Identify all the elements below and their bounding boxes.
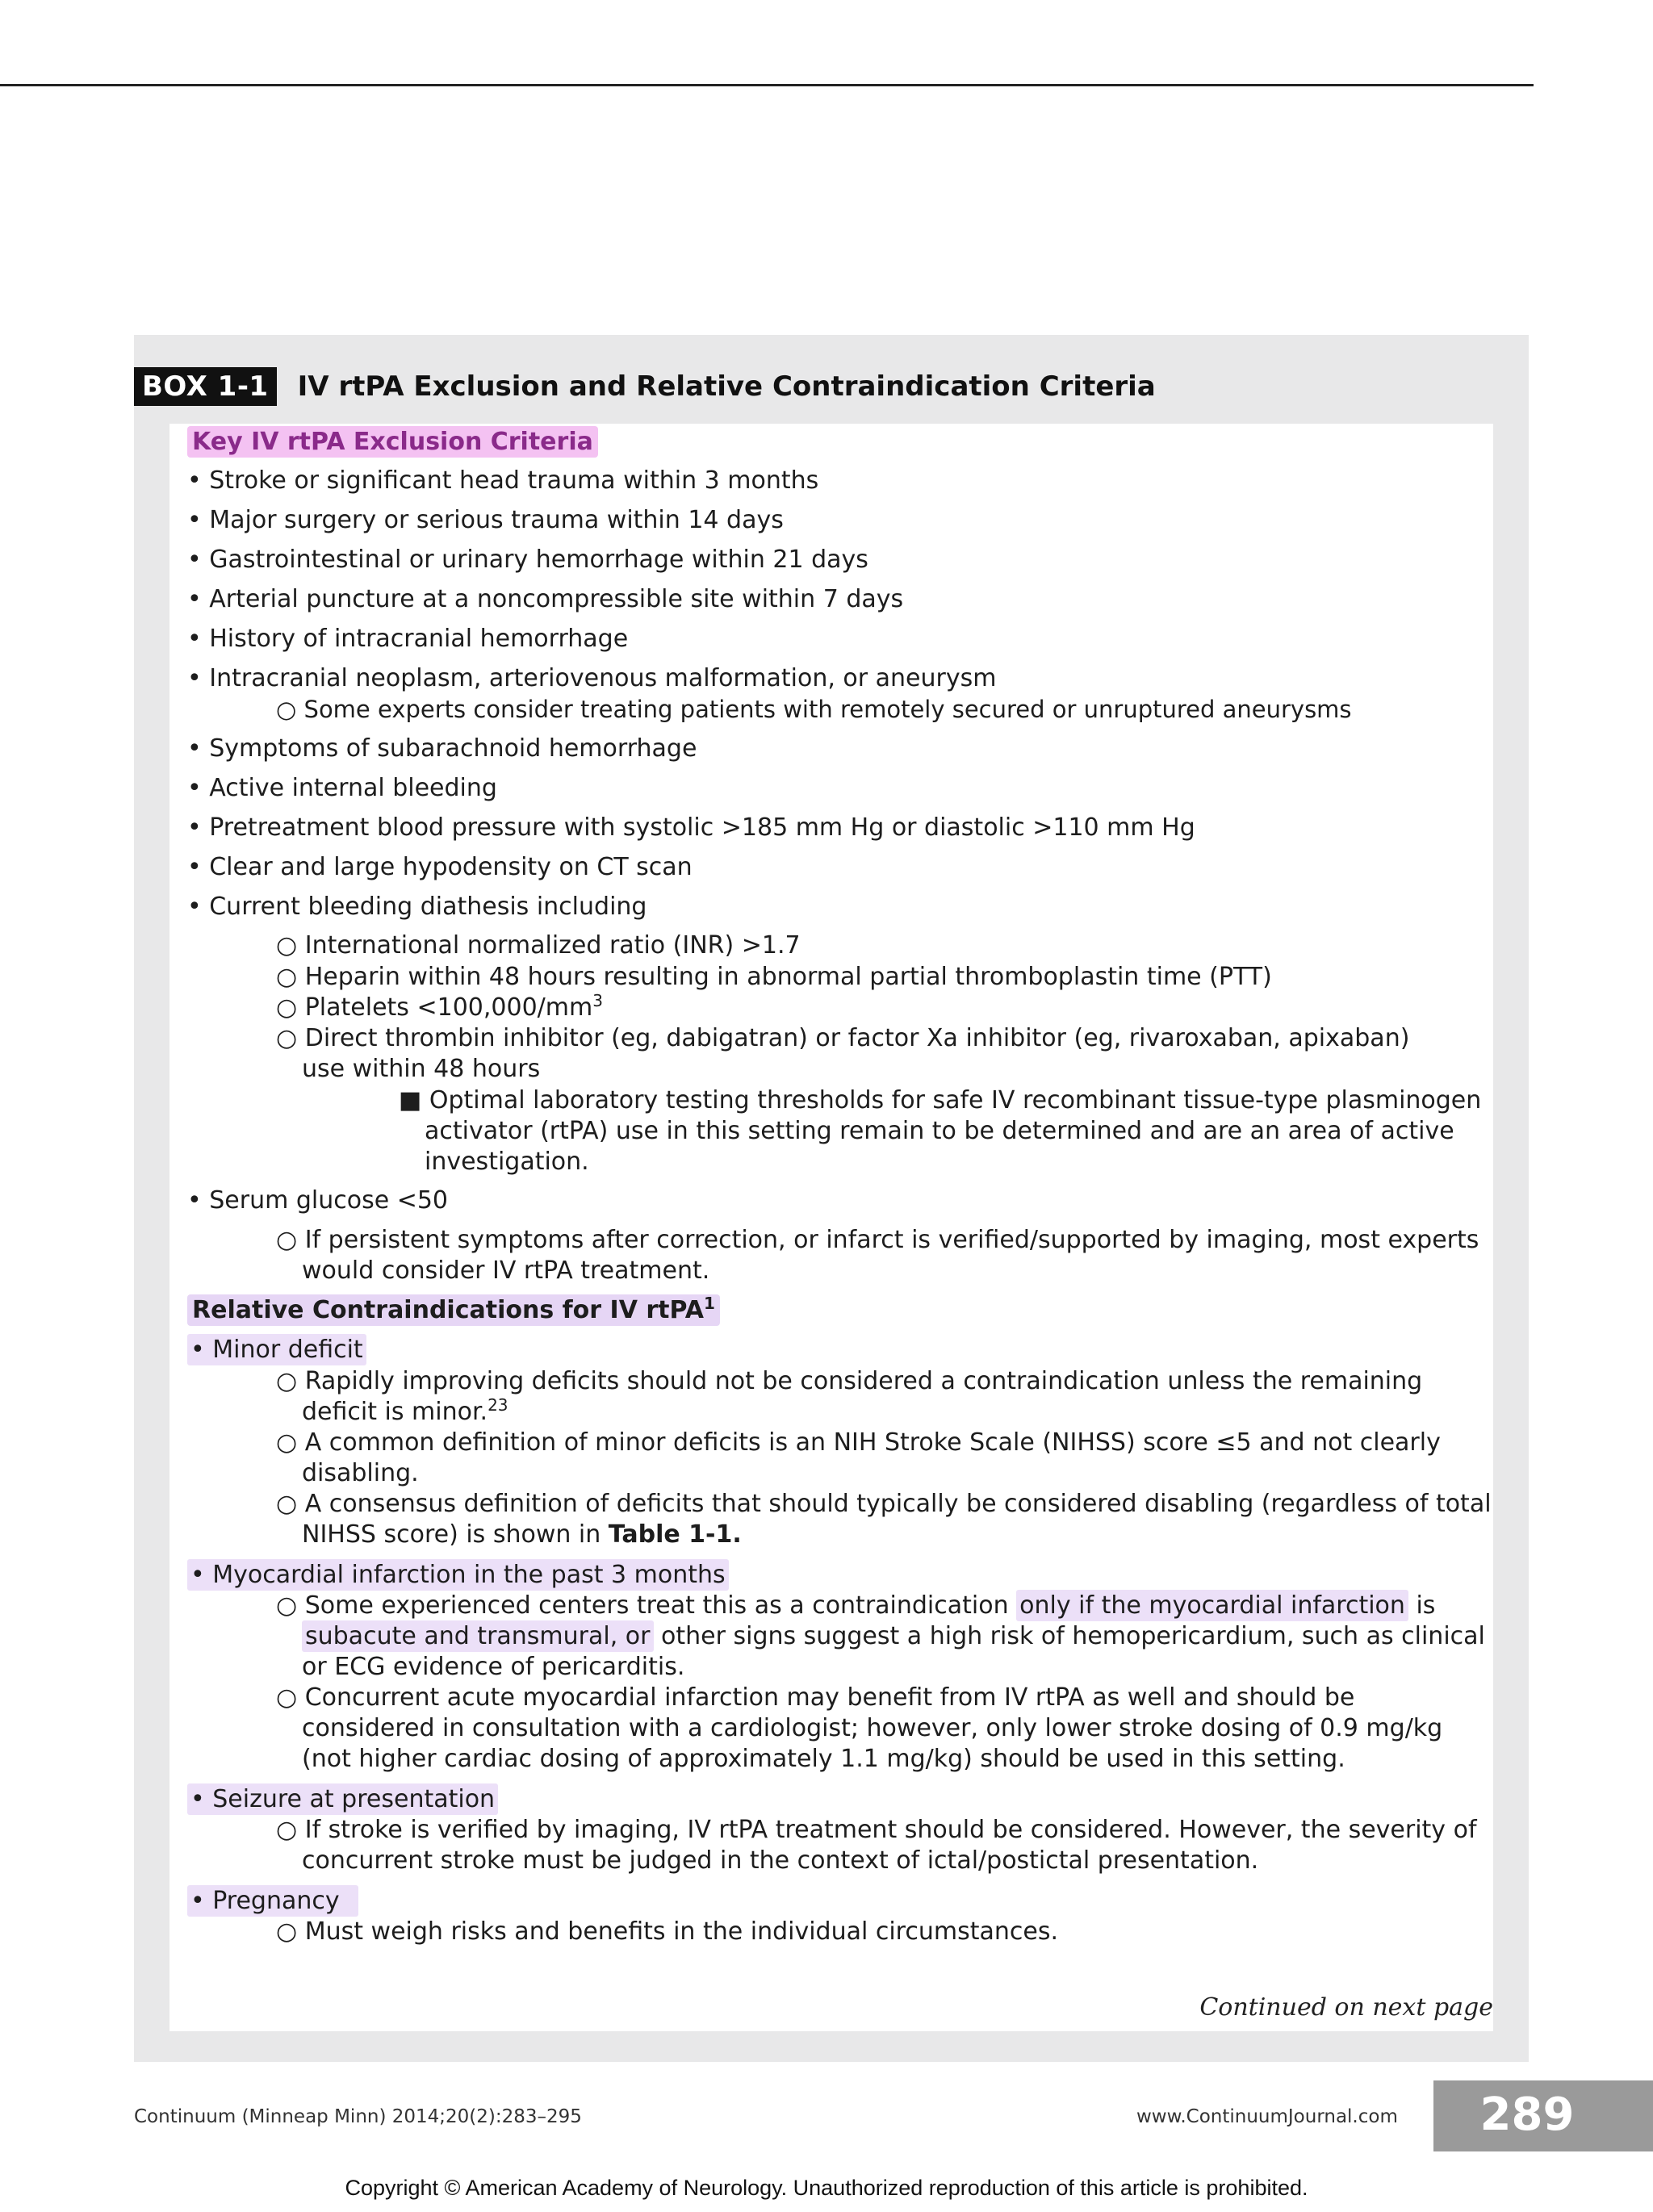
list-item-minor-deficit: • Minor deficit [187,1335,366,1365]
sub-list-item-cont: NIHSS score) is shown in Table 1-1. [302,1520,742,1549]
sub-list-item-cont: considered in consultation with a cardiologist; however, only lower stroke dosing of 0.9 mg/kg [302,1714,1443,1742]
list-item-pregnancy: • Pregnancy [187,1886,358,1917]
list-item: • Clear and large hypodensity on CT scan [187,853,693,881]
list-item: • Active internal bleeding [187,774,497,802]
sub-list-item: ○ Concurrent acute myocardial infarction may benefit from IV rtPA as well and should be [276,1683,1355,1712]
box-label: BOX 1-1 [134,367,277,406]
section-heading-relative: Relative Contraindications for IV rtPA$^1$ [187,1295,720,1326]
sub-list-item-cont: disabling. [302,1459,419,1487]
sub-list-item: ○ A common definition of minor deficits is an NIH Stroke Scale (NIHSS) score ≤5 and not clearly [276,1428,1441,1457]
sub-list-item: ○ Must weigh risks and benefits in the individual circumstances. [276,1917,1058,1946]
sub-list-item: ○ Rapidly improving deficits should not be considered a contraindication unless the remaining [276,1367,1423,1395]
sub-list-item-cont: (not higher cardiac dosing of approximately 1.1 mg/kg) should be used in this setting. [302,1745,1345,1773]
sub-list-item-cont: would consider IV rtPA treatment. [302,1257,710,1285]
list-item-seizure: • Seizure at presentation [187,1784,498,1815]
sub-list-item: ○ If stroke is verified by imaging, IV rtPA treatment should be considered. However, the severity of [276,1816,1477,1844]
sub-list-item-cont: concurrent stroke must be judged in the context of ictal/postictal presentation. [302,1846,1259,1875]
list-item: • Stroke or significant head trauma within 3 months [187,466,819,495]
list-item: • History of intracranial hemorrhage [187,625,629,653]
sub-list-item: ○ Heparin within 48 hours resulting in abnormal partial thromboplastin time (PTT) [276,963,1272,991]
sub-list-item: ○ If persistent symptoms after correction, or infarct is verified/supported by imaging, most experts [276,1226,1479,1254]
sub-list-item-cont: deficit is minor.$^{23}$ [302,1395,508,1426]
box-header [134,367,1156,406]
sub-list-item-cont: use within 48 hours [302,1055,541,1083]
list-item: • Current bleeding diathesis including [187,893,647,921]
list-item-myocardial-infarction: • Myocardial infarction in the past 3 months [187,1560,729,1591]
list-item: • Symptoms of subarachnoid hemorrhage [187,734,697,763]
list-item: • Intracranial neoplasm, arteriovenous malformation, or aneurysm [187,664,997,692]
header-rule [0,84,1534,86]
list-item: • Major surgery or serious trauma within 14 days [187,506,784,534]
box-content [169,424,1493,2031]
sub-list-item: ○ International normalized ratio (INR) >1.7 [276,931,801,960]
box-title: IV rtPA Exclusion and Relative Contraindication Criteria [297,370,1156,403]
sub-sub-list-item-cont: activator (rtPA) use in this setting remain to be determined and are an area of active [425,1117,1454,1145]
list-item: • Gastrointestinal or urinary hemorrhage within 21 days [187,546,868,574]
list-item: • Arterial puncture at a noncompressible site within 7 days [187,585,904,613]
sub-list-item: ○ Some experienced centers treat this as a contraindication only if the myocardial infarction is [276,1591,1436,1620]
sub-list-item: ○ Direct thrombin inhibitor (eg, dabigatran) or factor Xa inhibitor (eg, rivaroxaban, apixaban) [276,1024,1410,1052]
sub-list-item: ○ Platelets $<100,000/mm^3$ [276,991,603,1022]
footer-citation: Continuum (Minneap Minn) 2014;20(2):283–295 [134,2106,582,2127]
sub-list-item-cont: subacute and transmural, or other signs suggest a high risk of hemopericardium, such as clinical [302,1621,1485,1652]
footer-website[interactable]: www.ContinuumJournal.com [1136,2106,1398,2127]
section-heading-exclusion: Key IV rtPA Exclusion Criteria [187,427,598,458]
page-number: 289 [1433,2080,1653,2151]
continued-note: Continued on next page [1199,1993,1493,2022]
list-item: • Serum glucose <50 [187,1186,449,1215]
sub-sub-list-item: ■ Optimal laboratory testing thresholds for safe IV recombinant tissue-type plasminogen [399,1086,1482,1114]
sub-list-item-cont: or ECG evidence of pericarditis. [302,1653,685,1681]
list-item: • Pretreatment blood pressure with systolic >185 mm Hg or diastolic >110 mm Hg [187,813,1195,842]
sub-sub-list-item-cont: investigation. [425,1148,589,1176]
copyright-notice: Copyright © American Academy of Neurology. Unauthorized reproduction of this article is prohibited. [345,2176,1308,2200]
sub-list-item: ○ Some experts consider treating patients with remotely secured or unruptured aneurysms [276,696,1352,723]
box-panel [134,335,1529,2062]
sub-list-item: ○ A consensus definition of deficits that should typically be considered disabling (regardless of total [276,1490,1492,1518]
